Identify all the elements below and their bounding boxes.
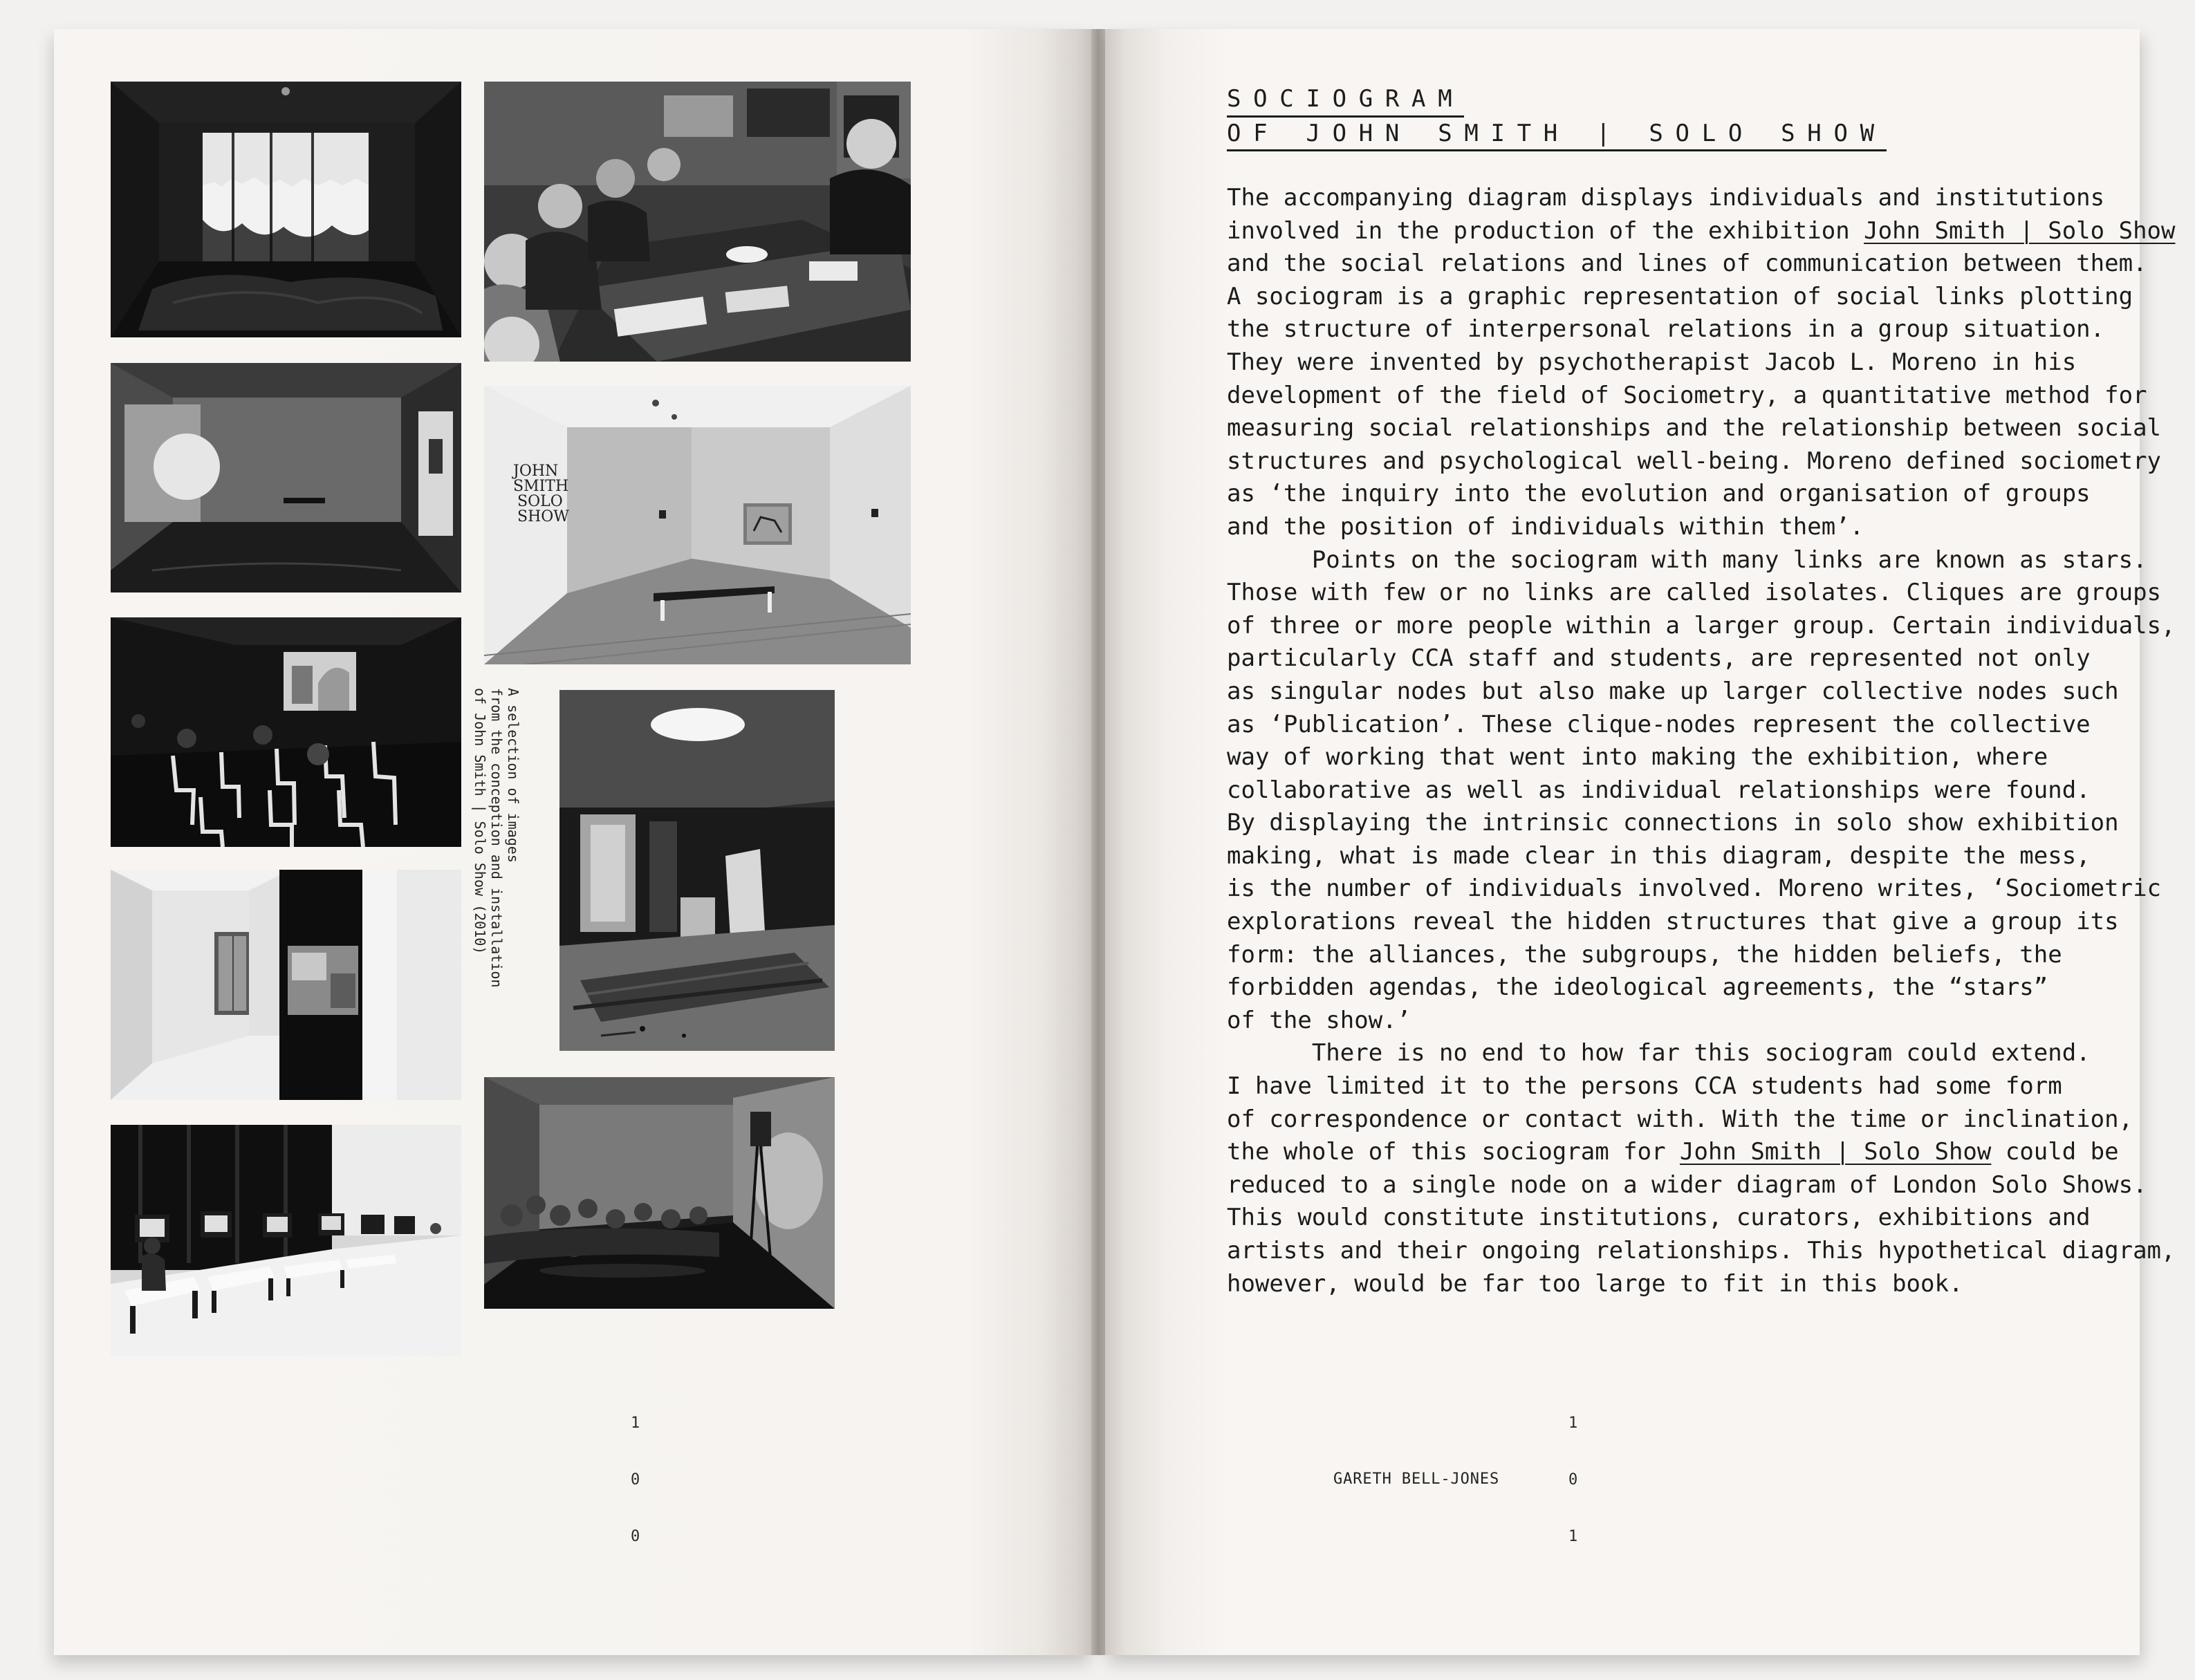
essay-line: The accompanying diagram displays individuals and institutions bbox=[1227, 184, 2105, 212]
photo-sign-text-line-3: SOLO bbox=[517, 493, 563, 510]
photo-caption-line-2: from the conception and installation bbox=[488, 688, 505, 988]
photo-sign-text-line-2: SMITH bbox=[513, 478, 569, 495]
essay-line: measuring social relationships and the relationship between social bbox=[1227, 414, 2162, 442]
essay-line: however, would be far too large to fit in this book. bbox=[1227, 1269, 1963, 1298]
essay-line: Those with few or no links are called isolates. Cliques are groups bbox=[1227, 579, 2162, 607]
essay-body bbox=[1227, 182, 2175, 1300]
gallery-photo-meeting bbox=[484, 82, 911, 362]
gallery-photo-screening bbox=[111, 617, 461, 847]
left-page-number-digit: 0 bbox=[631, 1471, 640, 1488]
page-title bbox=[1227, 83, 1887, 151]
exhibition-title-link: John Smith | Solo Show bbox=[1864, 216, 2176, 245]
page-title-line-2: OF JOHN SMITH | SOLO SHOW bbox=[1227, 118, 1887, 151]
essay-line: A sociogram is a graphic representation of social links plotting bbox=[1227, 282, 2133, 310]
essay-line: This would constitute institutions, curators, exhibitions and bbox=[1227, 1204, 2091, 1232]
essay-line: By displaying the intrinsic connections in solo show exhibition bbox=[1227, 809, 2119, 837]
essay-line: as ‘Publication’. These clique-nodes represent the collective bbox=[1227, 710, 2091, 738]
essay-line: involved in the production of the exhibition John Smith | Solo Show bbox=[1227, 216, 2176, 245]
essay-line: explorations reveal the hidden structures that give a group its bbox=[1227, 908, 2119, 936]
photo-caption-line-3: of John Smith | Solo Show (2010) bbox=[472, 688, 488, 955]
essay-line: form: the alliances, the subgroups, the hidden beliefs, the bbox=[1227, 940, 2062, 969]
essay-line: reduced to a single node on a wider diagram of London Solo Shows. bbox=[1227, 1170, 2147, 1199]
page-title-line-1: SOCIOGRAM bbox=[1227, 83, 1464, 118]
gallery-photo-white-corridor bbox=[111, 870, 461, 1100]
essay-line: They were invented by psychotherapist Jacob L. Moreno in his bbox=[1227, 348, 2077, 376]
essay-line: the structure of interpersonal relations in a group situation. bbox=[1227, 315, 2105, 344]
book-gutter bbox=[1091, 29, 1105, 1655]
author-name: GARETH BELL-JONES bbox=[1333, 1471, 1500, 1488]
photo-caption bbox=[472, 688, 521, 988]
essay-line: particularly CCA staff and students, are represented not only bbox=[1227, 644, 2091, 673]
essay-line: way of working that went into making the exhibition, where bbox=[1227, 743, 2048, 772]
essay-line: of three or more people within a larger group. Certain individuals, bbox=[1227, 611, 2176, 640]
essay-line: the whole of this sociogram for John Smith | Solo Show could be bbox=[1227, 1138, 2119, 1166]
essay-line: forbidden agendas, the ideological agreements, the “stars” bbox=[1227, 973, 2048, 1002]
essay-line: I have limited it to the persons CCA students had some form bbox=[1227, 1072, 2062, 1101]
essay-line: is the number of individuals involved. Moreno writes, ‘Sociometric bbox=[1227, 875, 2162, 903]
essay-line: There is no end to how far this sociogram could extend. bbox=[1227, 1039, 2091, 1067]
essay-line: and the position of individuals within them’. bbox=[1227, 512, 1864, 541]
essay-line: of the show.’ bbox=[1227, 1006, 1411, 1034]
essay-line: structures and psychological well-being. Moreno defined sociometry bbox=[1227, 447, 2162, 475]
essay-line: making, what is made clear in this diagram, despite the mess, bbox=[1227, 841, 2091, 870]
left-page-number-digit: 1 bbox=[631, 1415, 640, 1432]
left-page-number-digit: 0 bbox=[631, 1528, 640, 1545]
right-page-number-digit: 1 bbox=[1568, 1528, 1578, 1545]
photo-sign-text-line-4: SHOW bbox=[517, 508, 569, 525]
photo-sign-text-line-1: JOHN bbox=[513, 463, 559, 480]
exhibition-title-link: John Smith | Solo Show bbox=[1680, 1138, 1992, 1166]
gallery-photo-monitors bbox=[111, 1125, 461, 1356]
gallery-photo-projection-room bbox=[111, 363, 461, 592]
gallery-photo-installation bbox=[559, 690, 835, 1051]
essay-line: as ‘the inquiry into the evolution and organisation of groups bbox=[1227, 480, 2091, 508]
right-page-number-digit: 0 bbox=[1568, 1471, 1578, 1488]
gallery-photo-dark-room bbox=[111, 82, 461, 337]
essay-line: and the social relations and lines of communication between them. bbox=[1227, 250, 2147, 278]
essay-line: development of the field of Sociometry, a quantitative method for bbox=[1227, 381, 2147, 409]
essay-line: Points on the sociogram with many links are known as stars. bbox=[1227, 545, 2147, 574]
essay-line: artists and their ongoing relationships. This hypothetical diagram, bbox=[1227, 1237, 2176, 1264]
essay-line: collaborative as well as individual relationships were found. bbox=[1227, 776, 2091, 804]
gallery-photo-bench-room bbox=[484, 386, 911, 664]
essay-line: of correspondence or contact with. With the time or inclination, bbox=[1227, 1105, 2133, 1133]
photo-caption-line-1: A selection of images bbox=[505, 688, 521, 863]
essay-line: as singular nodes but also make up larger collective nodes such bbox=[1227, 677, 2119, 705]
right-page-number-digit: 1 bbox=[1568, 1415, 1578, 1432]
gallery-photo-floor-audience bbox=[484, 1077, 835, 1309]
